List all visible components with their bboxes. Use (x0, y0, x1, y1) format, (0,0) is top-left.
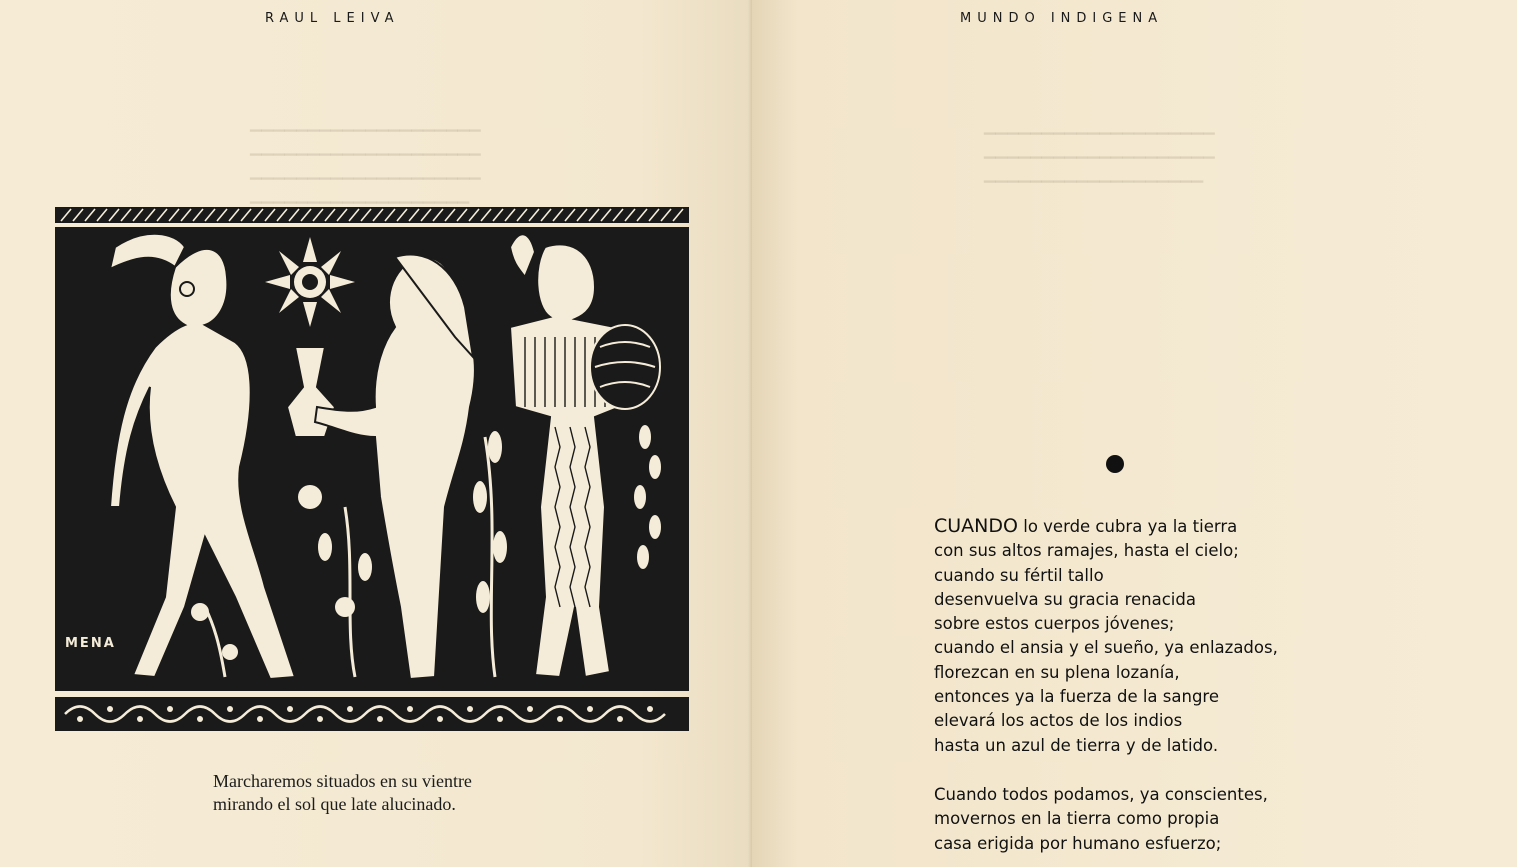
poem-line: entonces ya la fuerza de la sangre (934, 687, 1219, 707)
right-page (752, 0, 1517, 867)
poem-line: movernos en la tierra como propia (934, 809, 1220, 829)
poem-line: elevará los actos de los indios (934, 711, 1183, 731)
caption-line: Marcharemos situados en su vientre (213, 771, 472, 791)
illustration-caption (213, 770, 472, 816)
poem-line: casa erigida por humano esfuerzo; (934, 833, 1222, 853)
poem-line: cuando su fértil tallo (934, 565, 1104, 585)
bleed-through-text: ▁▁▁▁▁▁▁▁▁▁▁▁▁▁▁▁▁▁▁▁ ▁▁▁▁▁▁▁▁▁▁▁▁▁▁▁▁▁▁▁▁ ▁▁▁▁▁▁▁▁▁▁▁▁▁▁▁▁▁▁▁ (984, 119, 1215, 183)
left-page (0, 0, 752, 867)
poem-line (934, 514, 1278, 539)
caption-line: mirando el sol que late alucinado. (213, 794, 456, 814)
poem-line: florezcan en su plena lozanía, (934, 662, 1180, 682)
poem-line: desenvuelva su gracia renacida (934, 589, 1196, 609)
left-running-header: RAUL LEIVA (265, 11, 400, 26)
poem-line-text: lo verde cubra ya la tierra (1017, 517, 1238, 536)
poem-line: sobre estos cuerpos jóvenes; (934, 614, 1175, 634)
poem-stanza-1 (934, 514, 1278, 758)
poem-line: cuando el ansia y el sueño, ya enlazados, (934, 638, 1278, 658)
poem-opening-word: CUANDO (934, 515, 1018, 537)
section-bullet (1106, 455, 1124, 473)
poem-line: hasta un azul de tierra y de latido. (934, 735, 1219, 755)
artist-signature: MENA (65, 636, 116, 651)
poem-line: con sus altos ramajes, hasta el cielo; (934, 541, 1239, 561)
poem-stanza-2 (934, 783, 1268, 856)
right-running-header: MUNDO INDIGENA (960, 11, 1164, 26)
poem-line: Cuando todos podamos, ya conscientes, (934, 785, 1268, 804)
bleed-through-text: ▁▁▁▁▁▁▁▁▁▁▁▁▁▁▁▁▁▁▁▁ ▁▁▁▁▁▁▁▁▁▁▁▁▁▁▁▁▁▁▁▁ ▁▁▁▁▁▁▁▁▁▁▁▁▁▁▁▁▁▁▁▁ ▁▁▁▁▁▁▁▁▁▁▁▁▁▁▁▁▁▁▁ (250, 116, 481, 204)
woodcut-illustration (55, 207, 689, 740)
